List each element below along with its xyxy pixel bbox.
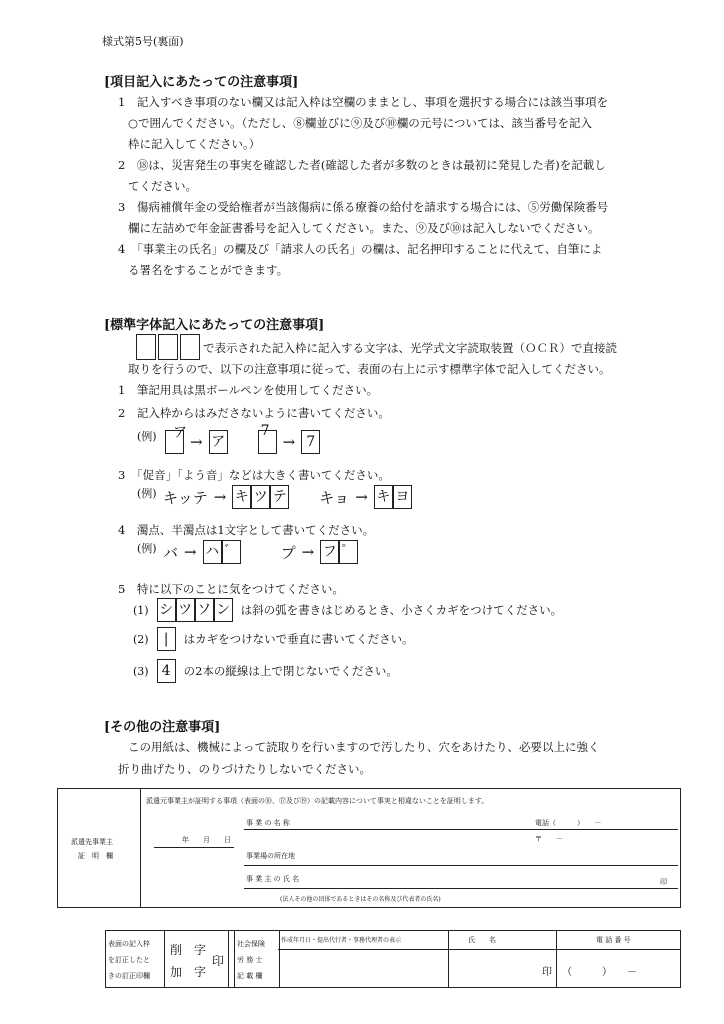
note-2: (2) | はカギをつけないで垂直に書いてください。 xyxy=(133,627,414,651)
s2-item1: 1 筆記用具は黒ボールペンを使用してください。 xyxy=(118,383,379,397)
owner-name-label: 事 業 主 の 氏 名 xyxy=(246,875,300,883)
form-number: 様式第5号(裏面) xyxy=(102,35,184,48)
char-box: ハ xyxy=(203,540,222,564)
cert-left-cell: 派遣先事業主 証 明 欄 xyxy=(58,789,141,907)
s1-line: 3 傷病補償年金の受給権者が当該傷病に係る療養の給付を請求する場合には、⑤労働保険番号 xyxy=(118,200,609,214)
example-4: バ → ハ ゛ プ → フ ゜ xyxy=(163,540,358,564)
char-box: ゛ xyxy=(222,540,241,564)
char-box: ツ xyxy=(176,598,195,622)
postal-label: 〒 － xyxy=(535,835,563,843)
s1-line: 欄に左詰めで年金証書番号を記入してください。また、⑨及び⑩は記入しないでください。 xyxy=(128,221,600,235)
s1-line: てください。 xyxy=(128,179,197,193)
cert-right-cell xyxy=(140,789,680,907)
correction-label-cell: 表面の記入枠 を訂正したと きの訂正印欄 xyxy=(106,931,165,987)
section1-heading: [項目記入にあたっての注意事項] xyxy=(104,75,299,90)
char-box: ア xyxy=(165,430,184,454)
rei-label: (例) xyxy=(137,542,157,555)
sr-label-cell: 社会保険 労 務 士 記 載 欄 xyxy=(234,931,280,987)
rei-label: (例) xyxy=(137,487,157,500)
char-box: 7 xyxy=(301,430,320,454)
seal-mark: 印 xyxy=(660,878,667,886)
cert-statement: 派遣元事業主が証明する事項（表面の⑩、⑰及び⑲）の記載内容について事実と相違ないことを証明します。 xyxy=(146,797,489,805)
section1-body xyxy=(118,92,608,281)
char-box: 7 xyxy=(258,430,277,454)
cert-date: 年 月 日 xyxy=(182,836,231,844)
ocr-sample-box xyxy=(158,334,178,360)
note-1: (1) シ ツ ソ ン は斜の弧を書きはじめるとき、小さくカギをつけてください。 xyxy=(133,598,562,622)
char-box: シ xyxy=(157,598,176,622)
s1-line: 4 「事業主の氏名」の欄及び「請求人の氏名」の欄は、記名押印することに代えて、自筆によ xyxy=(118,242,603,256)
rei-label: (例) xyxy=(137,430,157,443)
char-box: キ xyxy=(232,485,251,509)
address-label: 事業場の所在地 xyxy=(246,852,295,860)
note-3: (3) 4 の2本の縦線は上で閉じないでください。 xyxy=(133,659,398,683)
char-box: キ xyxy=(374,485,393,509)
s2-item4: 4 濁点、半濁点は1文字として書いてください。 xyxy=(118,523,375,537)
s3-line2: 折り曲げたり、のりづけたりしないでください。 xyxy=(118,762,371,776)
phone-label: 電話（ ） － xyxy=(535,819,602,827)
section3-heading: [その他の注意事項] xyxy=(104,720,221,735)
date-cell: 作成年月日・提出代行者・事務代理者の表示 xyxy=(278,931,449,987)
s2-item3: 3 「促音」「よう音」などは大きく書いてください。 xyxy=(118,468,390,482)
corporation-note: (法人その他の団体であるときはその名称及び代表者の氏名) xyxy=(280,896,441,903)
char-box: フ xyxy=(320,540,339,564)
section2-heading: [標準字体記入にあたっての注意事項] xyxy=(104,318,325,333)
ocr-sample-box xyxy=(180,334,200,360)
example-3: キッテ → キ ツ テ キョ → キ ヨ xyxy=(163,485,412,509)
s2-intro2: 取りを行うので、以下の注意事項に従って、表面の右上に示す標準字体で記入してください。 xyxy=(128,362,611,376)
char-box: 4 xyxy=(157,659,176,683)
correction-seal-cell: 削 字 加 字 印 xyxy=(164,931,229,987)
char-box: ゜ xyxy=(339,540,358,564)
s1-line: ○で囲んでください。（ただし、⑧欄並びに⑨及び⑩欄の元号については、該当番号を記入 xyxy=(128,116,593,130)
s3-line1: この用紙は、機械によって読取りを行いますので汚したり、穴をあけたり、必要以上に強く xyxy=(128,740,600,754)
char-box: ソ xyxy=(195,598,214,622)
arrow: → xyxy=(282,433,296,451)
example-2 xyxy=(165,423,320,454)
s2-intro1: で表示された記入枠に記入する文字は、光学式文字読取装置（ＯＣＲ）で直接読 xyxy=(203,341,617,355)
arrow: → xyxy=(190,433,203,451)
char-box: テ xyxy=(270,485,289,509)
char-box: ン xyxy=(214,598,233,622)
char-box: ア xyxy=(209,430,228,454)
business-name-label: 事 業 の 名 称 xyxy=(246,819,290,827)
s1-line: 枠に記入してください。） xyxy=(128,137,261,151)
s1-line: る署名をすることができます。 xyxy=(128,263,289,277)
char-box: ヨ xyxy=(393,485,412,509)
name-cell: 氏 名 印 xyxy=(448,931,557,987)
ocr-box-sample xyxy=(136,334,200,360)
s2-item5: 5 特に以下のことに気をつけてください。 xyxy=(118,582,344,596)
bottom-table xyxy=(105,930,681,988)
char-box: ツ xyxy=(251,485,270,509)
s2-item2: 2 記入枠からはみださないように書いてください。 xyxy=(118,406,390,420)
char-box: | xyxy=(157,627,176,651)
s1-line: 1 記入すべき事項のない欄又は記入枠は空欄のままとし、事項を選択する場合には該当事項を xyxy=(118,95,609,109)
certification-table xyxy=(57,788,681,908)
phone-cell: 電 話 番 号 （ ） － xyxy=(562,936,637,978)
s1-line: 2 ⑱は、災害発生の事実を確認した者(確認した者が多数のときは最初に発見した者)を記載し xyxy=(118,158,606,172)
ocr-sample-box xyxy=(136,334,156,360)
